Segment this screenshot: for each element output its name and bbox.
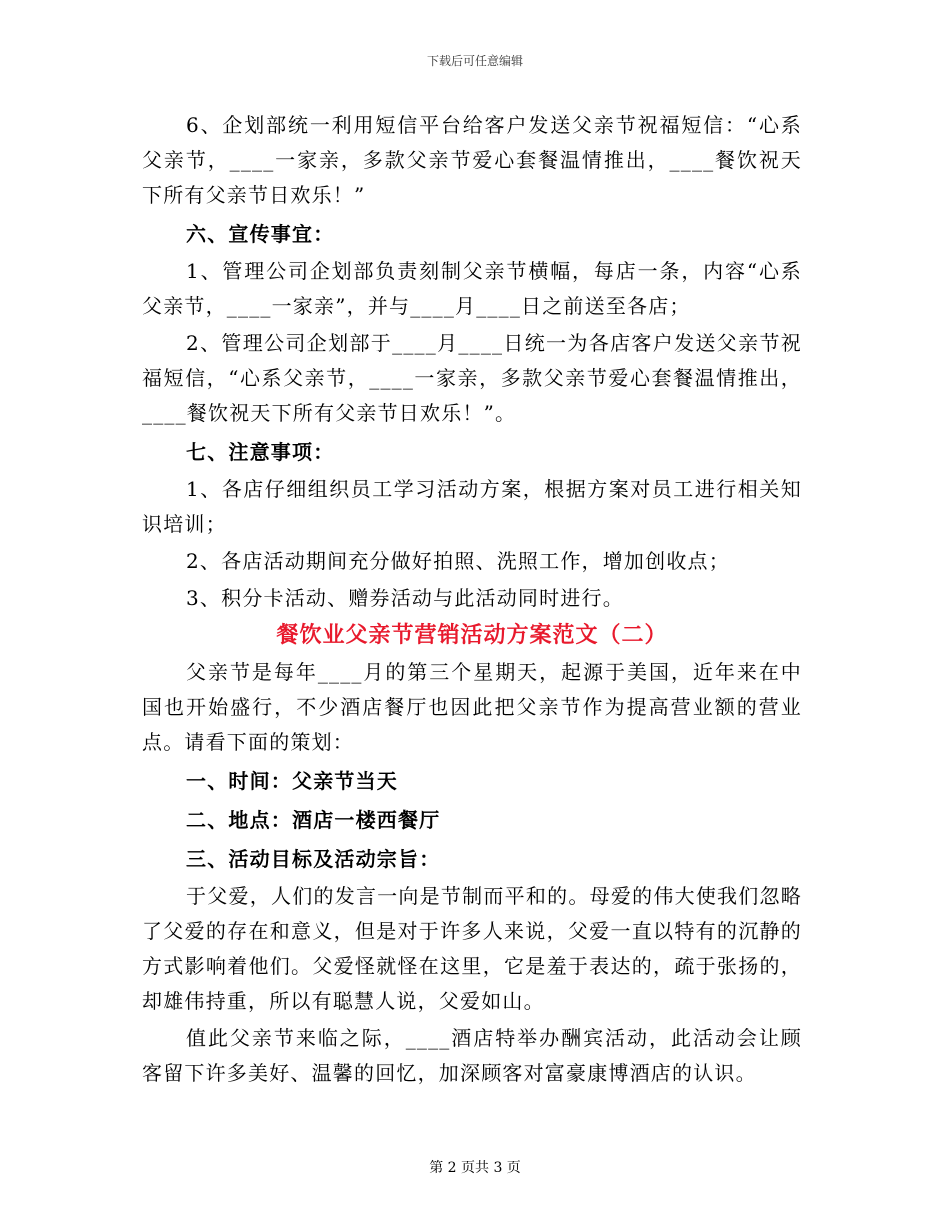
- paragraph: 2、管理公司企划部于____月____日统一为各店客户发送父亲节祝福短信，“心系父亲节，____一家亲，多款父亲节爱心套餐温情推出，____餐饮祝天下所有父亲节日欢乐！”。: [142, 331, 802, 425]
- section-heading: 三、活动目标及活动宗旨：: [186, 847, 441, 871]
- paragraph: 值此父亲节来临之际，____酒店特举办酬宾活动，此活动会让顾客留下许多美好、温馨的回忆，加深顾客对富豪康博酒店的认识。: [142, 1026, 802, 1085]
- section-heading: 六、宣传事宜：: [186, 222, 335, 246]
- page-footer: 第 2 页共 3 页: [429, 1160, 521, 1176]
- paragraph: 1、各店仔细组织员工学习活动方案，根据方案对员工进行相关知识培训；: [142, 477, 802, 536]
- document-title: 餐饮业父亲节营销活动方案范文（二）: [276, 623, 668, 648]
- section-heading: 二、地点：酒店一楼西餐厅: [186, 808, 441, 832]
- paragraph: 3、积分卡活动、赠券活动与此活动同时进行。: [186, 586, 624, 610]
- paragraph: 1、管理公司企划部负责刻制父亲节横幅，每店一条，内容“心系父亲节，____一家亲”，并与____月____日之前送至各店；: [142, 259, 802, 318]
- paragraph: 于父爱，人们的发言一向是节制而平和的。母爱的伟大使我们忽略了父爱的存在和意义，但是对于许多人来说，父爱一直以特有的沉静的方式影响着他们。父爱怪就怪在这里，它是羞于表达的，疏于张扬的，却雄伟持重，所以有聪慧人说，父爱如山。: [142, 884, 802, 1013]
- paragraph: 父亲节是每年____月的第三个星期天，起源于美国，近年来在中国也开始盛行，不少酒店餐厅也因此把父亲节作为提高营业额的营业点。请看下面的策划：: [142, 660, 802, 754]
- paragraph: 6、企划部统一利用短信平台给客户发送父亲节祝福短信：“心系父亲节，____一家亲，多款父亲节爱心套餐温情推出，____餐饮祝天下所有父亲节日欢乐！”: [142, 113, 802, 207]
- paragraph: 2、各店活动期间充分做好拍照、洗照工作，增加创收点；: [186, 549, 730, 573]
- section-heading: 一、时间：父亲节当天: [186, 769, 398, 793]
- document-body: [142, 108, 802, 1093]
- section-heading: 七、注意事项：: [186, 440, 335, 464]
- page-header: 下载后可任意编辑: [426, 54, 523, 68]
